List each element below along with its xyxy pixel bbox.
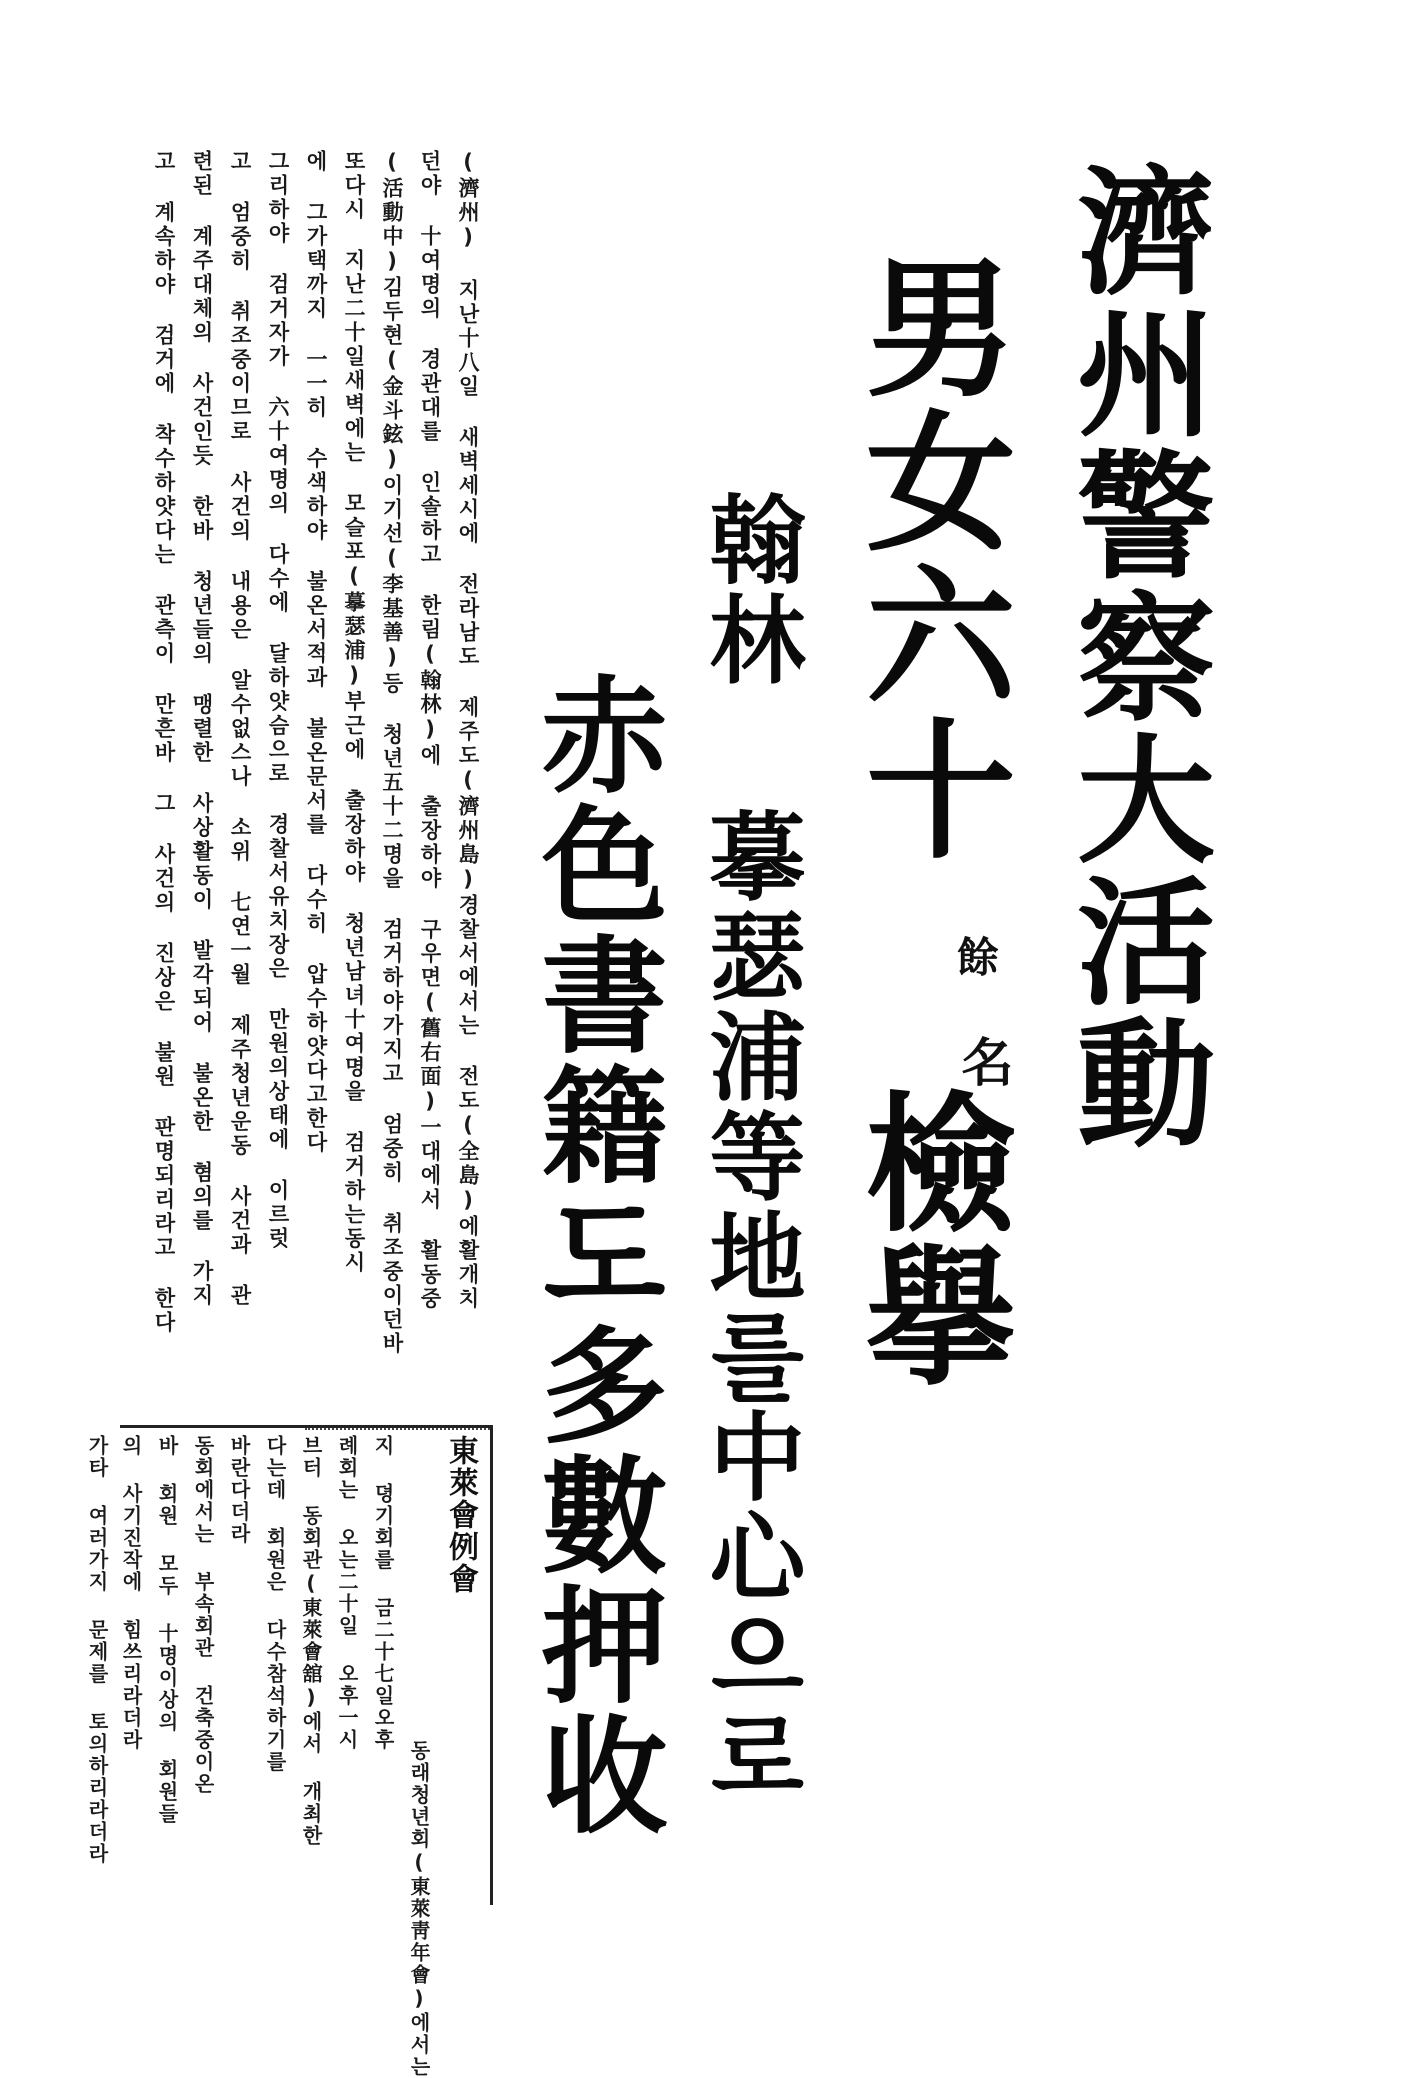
side-article-column: 지 뎡기회를 금二十七일오후	[371, 1435, 395, 1751]
body-column: 그리하야 검거자가 六十여명의 다수에 달하얏슴으로 경찰서유치장은 만원의상태에 이르럿	[266, 150, 290, 1251]
body-column: (濟州) 지난十八일 새벽세시에 전라남도 제주도(濟州島)경찰서에서는 전도(全島)에활개치	[456, 150, 480, 1311]
side-article-column: 브터 동회관(東萊會舘)에서 개최한	[299, 1435, 323, 1847]
side-article-column: 동래청년회(東萊靑年會)에서는	[407, 1740, 431, 2078]
side-article-column: 가타 여러가지 문제를 토의하리라더라	[85, 1435, 109, 1865]
body-column: 고 계속하야 검거에 착수하얏다는 관측이 만흔바 그 사건의 진상은 불원 판명되리라고 한다	[152, 150, 176, 1335]
subhead-line-1: 翰林 摹瑟浦等地를中心으로	[694, 490, 807, 1807]
section-divider-vertical	[490, 1425, 493, 1905]
side-article-column: 바란다더라	[227, 1435, 251, 1545]
body-column: (活動中)김두현(金斗鉉)이기선(李基善)등 청년五十二명을 검거하야가지고 엄중히 취조중이던바	[380, 150, 404, 1356]
subhead-line-2: 赤色書籍도多數押收	[521, 670, 669, 1840]
body-column: 고 엄중히 취조중이므로 사건의 내용은 알수없스나 소위 七연一월 제주청년운동 사건과 관	[228, 150, 252, 1308]
body-column: 련된 계주대체의 사건인듯 한바 청년들의 맹렬한 사상활동이 발각되어 불온한 혐의를 가지	[190, 150, 214, 1308]
section-divider-dotted	[305, 1428, 490, 1430]
side-article-column: 동회에서는 부속회관 건축중이온	[191, 1435, 215, 1795]
headline-line-2-small-2: 名	[952, 1035, 1013, 1087]
side-article-column: 바 회원 모두 十명이상의 회원들	[155, 1435, 179, 1825]
body-column: 또다시 지난二十일새벽에는 모슬포(摹瑟浦)부근에 출장하야 청년남녀十여명을 검거하는동시	[342, 150, 366, 1275]
body-column: 에 그가택까지 一一히 수색하야 불온서적과 불온문서를 다수히 압수하얏다고한다	[304, 150, 328, 1155]
side-article-column: 의 사기진작에 힘쓰리라더라	[119, 1435, 143, 1751]
headline-line-1: 濟州警察大活動	[1054, 160, 1217, 1154]
side-article-column: 례회는 오는二十일 오후一시	[335, 1435, 359, 1751]
headline-line-2-small-1: 餘	[951, 935, 1000, 977]
headline-line-2-end: 檢擧	[840, 1085, 1016, 1393]
side-article-title: 東萊會例會	[443, 1435, 478, 1595]
body-column: 던야 十여명의 경관대를 인솔하고 한림(翰林)에 출장하야 구우면(舊右面)一대에서 활동중	[418, 150, 442, 1311]
headline-line-2-main: 男女六十	[840, 250, 1016, 866]
side-article-column: 다는데 회원은 다수참석하기를	[263, 1435, 287, 1773]
